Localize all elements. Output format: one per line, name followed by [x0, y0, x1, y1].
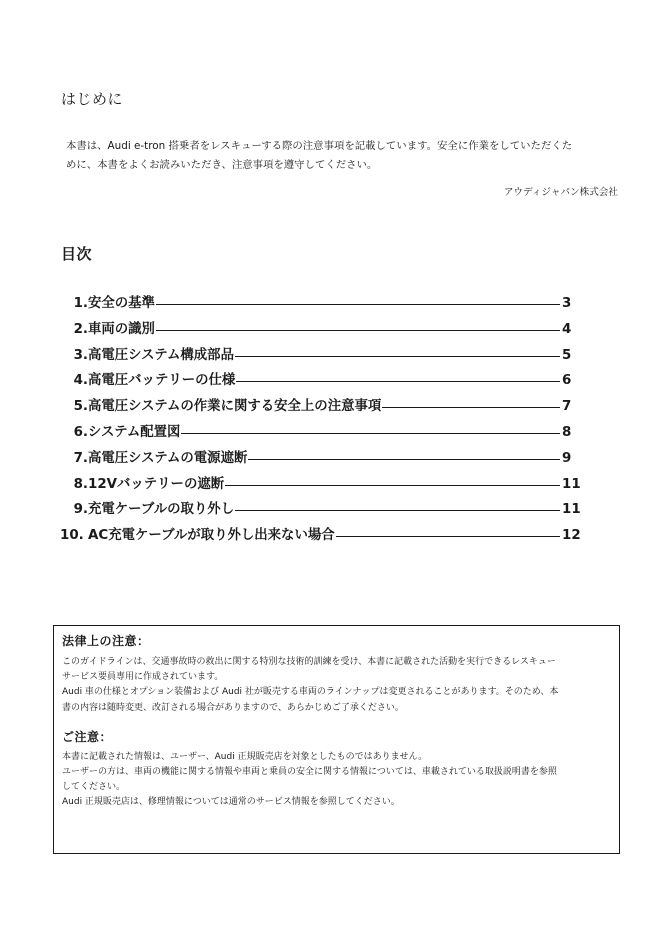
toc-entry-10[interactable]: [60, 524, 580, 550]
caution-text: [62, 750, 611, 811]
toc-entry-title: 充電ケーブルの取り外し: [88, 502, 235, 518]
caution-line: Audi 正規販売店は、修理情報については通常のサービス情報を参照してください。: [62, 797, 400, 808]
toc-leader-line: [248, 459, 560, 460]
toc-entry-5[interactable]: [60, 395, 580, 421]
caution-line: してください。: [62, 782, 126, 793]
toc-entry-page: 11: [562, 476, 581, 492]
toc-entry-number: 5.: [73, 399, 88, 415]
toc-entry-2[interactable]: [60, 318, 580, 344]
toc-entry-9[interactable]: [60, 498, 580, 524]
toc-entry-number: 4.: [73, 373, 88, 389]
toc-entry-page: 12: [562, 528, 581, 544]
toc-entry-7[interactable]: [60, 447, 580, 473]
toc-entry-page: 9: [562, 450, 572, 466]
toc-entry-title: 安全の基準: [88, 296, 155, 311]
toc-entry-title: 高電圧システムの電源遮断: [88, 450, 248, 466]
toc-entry-6[interactable]: [60, 421, 580, 447]
toc-entry-4[interactable]: [60, 369, 580, 395]
toc-leader-line: [236, 381, 560, 382]
table-of-contents: [60, 292, 580, 550]
toc-entry-1[interactable]: [60, 292, 580, 318]
toc-entry-page: 8: [562, 424, 572, 440]
toc-entry-page: 4: [562, 321, 572, 337]
company-signature: アウディジャパン株式会社: [503, 187, 618, 198]
legal-notice-text: [62, 655, 611, 716]
toc-entry-page: 5: [562, 347, 572, 363]
toc-leader-line: [181, 433, 560, 434]
toc-entry-title: 高電圧システムの作業に関する安全上の注意事項: [88, 399, 382, 415]
legal-notice-line: サービス要員専用に作成されています。: [62, 672, 224, 683]
toc-entry-number: 6.: [73, 424, 88, 440]
intro-heading: はじめに: [61, 90, 124, 108]
toc-entry-number: 10.: [60, 528, 84, 544]
toc-leader-line: [235, 510, 560, 511]
caution-line: 本書に記載された情報は、ユーザー、Audi 正規販売店を対象としたものではありません。: [62, 751, 428, 762]
toc-entry-page: 6: [562, 373, 572, 389]
toc-entry-number: 2.: [73, 321, 88, 337]
toc-leader-line: [156, 330, 560, 331]
toc-leader-line: [235, 356, 560, 357]
legal-notice-line: このガイドラインは、交通事故時の救出に関する特別な技術的訓練を受け、本書に記載された活動を実行できるレスキュー: [62, 657, 556, 667]
legal-notice-line: 書の内容は随時変更、改訂される場合がありますので、あらかじめご了承ください。: [62, 702, 404, 713]
caution-line: ユーザーの方は、車両の機能に関する情報や車両と乗員の安全に関する情報については、車載されている取扱説明書を参照: [62, 767, 557, 778]
toc-entry-8[interactable]: [60, 473, 580, 499]
toc-entry-page: 7: [562, 399, 572, 415]
toc-entry-title: 車両の識別: [88, 321, 155, 337]
toc-entry-number: 9.: [73, 502, 88, 518]
toc-entry-page: 11: [562, 502, 581, 518]
legal-notice-box: [53, 625, 620, 854]
legal-notice-title: 法律上の注意：: [62, 634, 150, 648]
caution-title: ご注意：: [62, 729, 113, 744]
intro-body-line: 本書は、Audi e-tron 搭乗者をレスキューする際の注意事項を記載しています。安全に作業をしていただくた: [66, 140, 573, 152]
intro-body-line: めに、本書をよくお読みいただき、注意事項を遵守してください。: [66, 159, 378, 171]
toc-entry-page: 3: [562, 296, 572, 311]
legal-notice-line: Audi 車の仕様とオプション装備および Audi 社が販売する車両のラインナップは変更されることがあります。そのため、本: [62, 687, 559, 698]
toc-entry-number: 8.: [73, 476, 88, 492]
toc-leader-line: [382, 407, 560, 408]
toc-leader-line: [156, 304, 560, 305]
toc-entry-title: 高電圧システム構成部品: [88, 347, 234, 363]
toc-leader-line: [336, 536, 560, 537]
toc-entry-title: AC充電ケーブルが取り外し出来ない場合: [88, 528, 335, 544]
intro-body: [66, 137, 614, 175]
toc-entry-title: システム配置図: [88, 424, 181, 440]
toc-leader-line: [225, 485, 560, 486]
toc-entry-title: 高電圧バッテリーの仕様: [88, 373, 236, 389]
toc-entry-number: 3.: [73, 347, 88, 363]
toc-heading: 目次: [61, 245, 93, 263]
toc-entry-title: 12Vバッテリーの遮断: [88, 476, 225, 492]
toc-entry-3[interactable]: [60, 344, 580, 370]
toc-entry-number: 7.: [73, 450, 88, 466]
toc-entry-number: 1.: [73, 296, 88, 311]
